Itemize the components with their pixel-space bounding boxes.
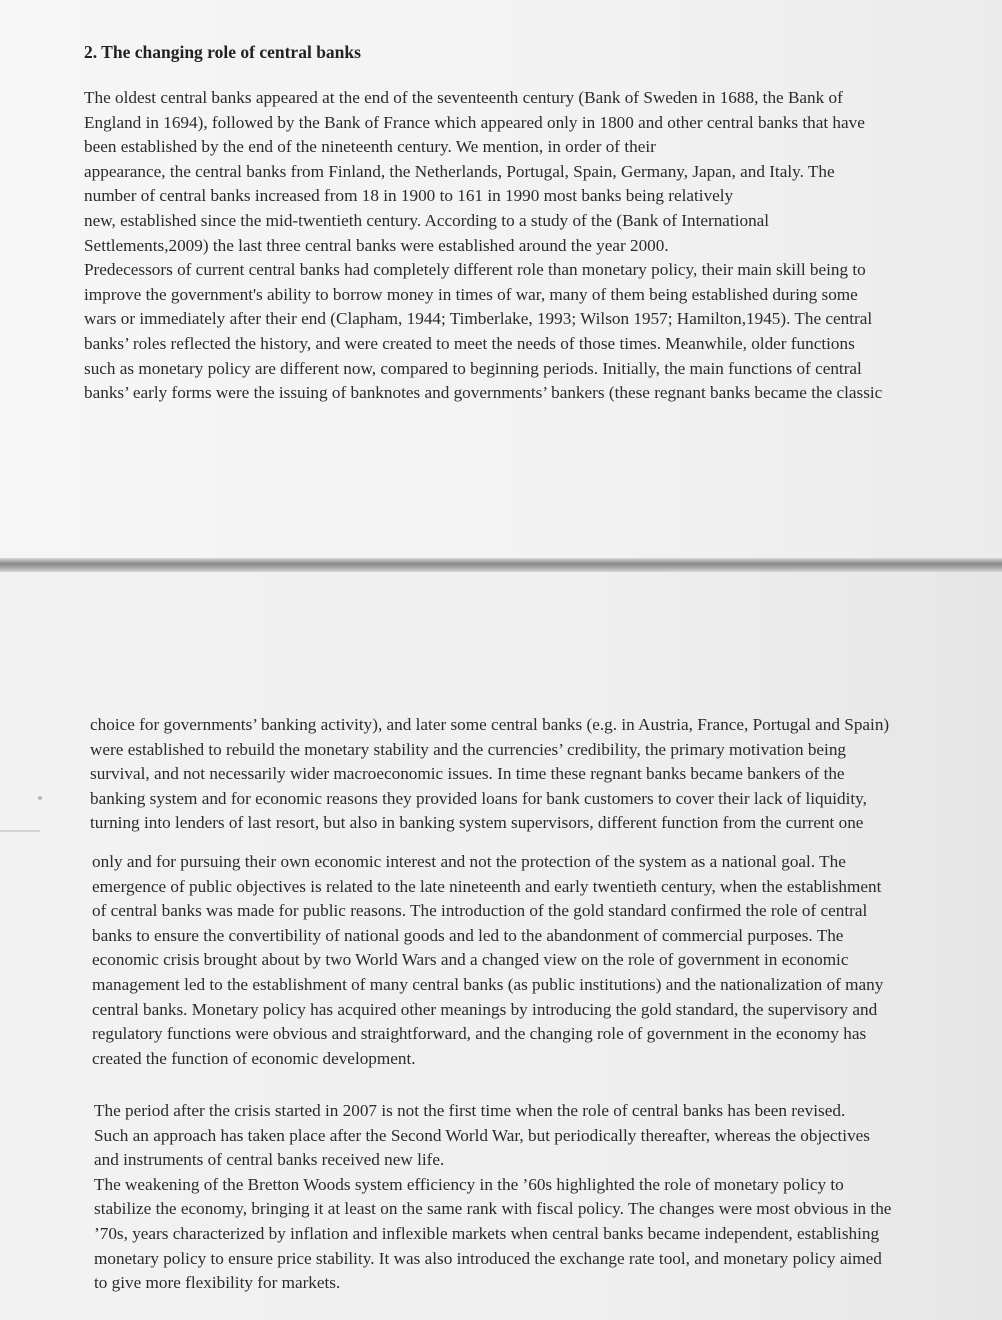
text-line: been established by the end of the nineteenth century. We mention, in order of their bbox=[84, 137, 656, 157]
text-line: central banks. Monetary policy has acquired other meanings by introducing the gold standard, the supervisory and bbox=[92, 999, 878, 1019]
text-line: banks’ early forms were the issuing of banknotes and governments’ bankers (these regnant banks became the classic bbox=[84, 383, 883, 403]
text-line: new, established since the mid-twentieth century. According to a study of the (Bank of International bbox=[84, 210, 770, 230]
text-line: of central banks was made for public reasons. The introduction of the gold standard confirmed the role of central bbox=[92, 901, 868, 921]
text-line: economic crisis brought about by two World Wars and a changed view on the role of government in economic bbox=[92, 950, 849, 970]
text-line: such as monetary policy are different now, compared to beginning periods. Initially, the main functions of central bbox=[84, 358, 862, 378]
text-line: monetary policy to ensure price stability. It was also introduced the exchange rate tool, and monetary policy aimed bbox=[94, 1248, 882, 1268]
text-line: created the function of economic development. bbox=[92, 1048, 416, 1068]
text-line: stabilize the economy, bringing it at least on the same rank with fiscal policy. The changes were most obvious in the bbox=[94, 1199, 892, 1219]
text-line: improve the government's ability to borrow money in times of war, many of them being established during some bbox=[84, 284, 858, 304]
paragraph-block-3 bbox=[92, 850, 883, 1071]
text-line: Predecessors of current central banks had completely different role than monetary policy, their main skill being to bbox=[84, 260, 866, 280]
text-line: The oldest central banks appeared at the end of the seventeenth century (Bank of Sweden in 1688, the Bank of bbox=[84, 88, 843, 107]
text-line: banks’ roles reflected the history, and were created to meet the needs of those times. Meanwhile, older functions bbox=[84, 333, 855, 353]
text-line: and instruments of central banks received new life. bbox=[94, 1150, 445, 1170]
text-line: management led to the establishment of many central banks (as public institutions) and the nationalization of many bbox=[92, 974, 884, 994]
text-line: emergence of public objectives is related to the late nineteenth and early twentieth century, when the establishment bbox=[92, 876, 882, 896]
paragraph-block-2 bbox=[90, 713, 889, 836]
text-line: The weakening of the Bretton Woods system efficiency in the ’60s highlighted the role of monetary policy to bbox=[94, 1174, 844, 1194]
text-line: regulatory functions were obvious and straightforward, and the changing role of government in the economy has bbox=[92, 1024, 867, 1044]
text-line: The period after the crisis started in 2007 is not the first time when the role of central banks has been revised. bbox=[94, 1101, 846, 1120]
text-line: only and for pursuing their own economic interest and not the protection of the system as a national goal. The bbox=[92, 852, 846, 871]
text-line: ’70s, years characterized by inflation and inflexible markets when central banks became independent, establishing bbox=[94, 1223, 880, 1243]
section-heading: 2. The changing role of central banks bbox=[84, 42, 361, 62]
text-line: Settlements,2009) the last three central banks were established around the year 2000. bbox=[84, 235, 669, 255]
text-line: England in 1694), followed by the Bank of France which appeared only in 1800 and other central banks that have bbox=[84, 112, 865, 132]
paragraph-block-1 bbox=[84, 86, 882, 406]
text-line: banking system and for economic reasons they provided loans for bank customers to cover their lack of liquidity, bbox=[90, 788, 867, 808]
text-line: survival, and not necessarily wider macroeconomic issues. In time these regnant banks became bankers of the bbox=[90, 764, 845, 784]
text-line: banks to ensure the convertibility of national goods and led to the abandonment of commercial purposes. The bbox=[92, 925, 844, 945]
text-line: were established to rebuild the monetary stability and the currencies’ credibility, the primary motivation being bbox=[90, 739, 847, 759]
text-line: wars or immediately after their end (Clapham, 1944; Timberlake, 1993; Wilson 1957; Hamilton,1945). The central bbox=[84, 309, 873, 329]
margin-shadow bbox=[0, 830, 40, 832]
text-line: choice for governments’ banking activity), and later some central banks (e.g. in Austria, France, Portugal and Spain) bbox=[90, 715, 890, 734]
text-line: Such an approach has taken place after the Second World War, but periodically thereafter, whereas the objectives bbox=[94, 1125, 870, 1145]
text-line: appearance, the central banks from Finland, the Netherlands, Portugal, Spain, Germany, Japan, and Italy. The bbox=[84, 161, 835, 181]
text-line: turning into lenders of last resort, but also in banking system supervisors, different function from the current one bbox=[90, 813, 864, 833]
page-break-divider bbox=[0, 558, 1002, 572]
stray-mark bbox=[38, 796, 42, 800]
text-line: number of central banks increased from 18 in 1900 to 161 in 1990 most banks being relatively bbox=[84, 186, 734, 206]
paragraph-block-4 bbox=[94, 1099, 891, 1296]
text-line: to give more flexibility for markets. bbox=[94, 1273, 341, 1293]
